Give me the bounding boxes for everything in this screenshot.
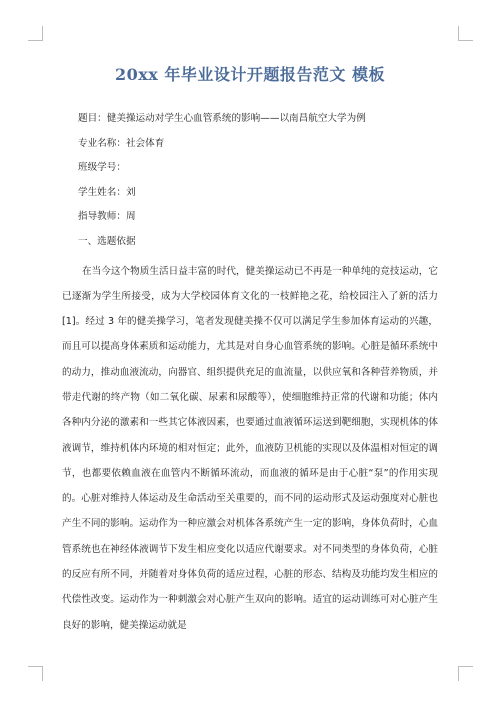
document-title: 20xx 年毕业设计开题报告范文 模板 (115, 65, 385, 84)
meta-advisor: 指导教师：周 (78, 211, 136, 222)
meta-class-id: 班级学号： (78, 162, 126, 173)
crop-mark-bottom-left (28, 666, 43, 681)
document-body (62, 112, 438, 638)
meta-student-name: 学生姓名：刘 (78, 186, 136, 198)
crop-mark-top-left (28, 26, 43, 41)
crop-mark-top-right (458, 26, 473, 41)
meta-major: 专业名称：社会体育 (78, 137, 165, 149)
crop-mark-bottom-right (458, 666, 473, 681)
meta-topic: 题目：健美操运动对学生心血管系统的影响——以南昌航空大学为例 (78, 113, 366, 124)
section-heading: 一、选题依据 (78, 235, 136, 247)
body-paragraph: 在当今这个物质生活日益丰富的时代，健美操运动已不再是一种单纯的竞技运动，它已逐渐为学生所接受，成为大学校园体育文化的一枝鲜艳之花，给校园注入了新的活力[1]。经过 3 年的健美操学习，笔者发现健美操不仅可以满足学生参加体育运动的兴趣，而且可以提高身体素质和运动能力，尤其是对自身心血管系统的影响。心脏是循环系统中的动力，推动血液流动，向器官、组织提供充足的血流量，以供应氧和各种营养物质，并带走代谢的终产物（如二氧化碳、尿素和尿酸等），使细胞维持正常的代谢和功能；体内各种内分泌的激素和一些其它体液因素，也要通过血液循环运送到靶细胞，实现机体的体液调节，维持机体内环境的相对恒定；此外，血液防卫机能的实现以及体温相对恒定的调节，也都要依赖血液在血管内不断循环流动，而血液的循环是由于心脏“泵”的作用实现的。心脏对维持人体运动及生命活动至关重要的，而不同的运动形式及运动强度对心脏也产生不同的影响。运动作为一种应激会对机体各系统产生一定的影响，身体负荷时，心血管系统也在神经体液调节下发生相应变化以适应代谢要求。对不同类型的身体负荷，心脏的反应有所不同，并随着对身体负荷的适应过程，心脏的形态、结构及功能均发生相应的代偿性改变。运动作为一种刺激会对心脏产生双向的影响。适宜的运动训练可对心脏产生良好的影响，健美操运动就是 (62, 265, 438, 631)
